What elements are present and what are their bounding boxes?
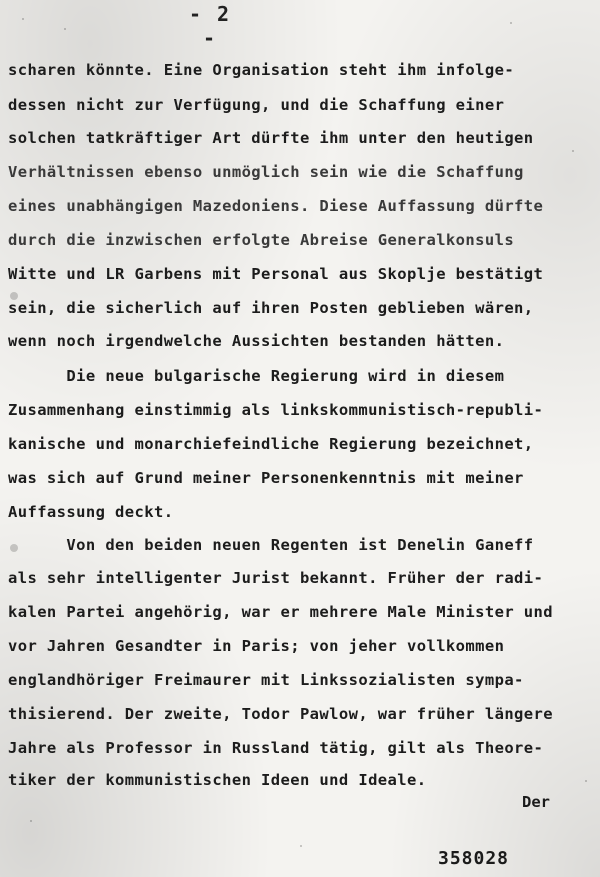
text-line: Jahre als Professor in Russland tätig, gilt als Theore- <box>8 739 544 757</box>
text-line: scharen könnte. Eine Organisation steht ihm infolge- <box>8 61 515 79</box>
text-line: Verhältnissen ebenso unmöglich sein wie die Schaffung <box>8 163 524 181</box>
text-line: als sehr intelligenter Jurist bekannt. Früher der radi- <box>8 569 544 587</box>
text-line: dessen nicht zur Verfügung, und die Schaffung einer <box>8 96 505 114</box>
text-line: was sich auf Grund meiner Personenkenntnis mit meiner <box>8 469 524 487</box>
text-line: eines unabhängigen Mazedoniens. Diese Auffassung dürfte <box>8 197 544 215</box>
scan-speckle <box>30 820 32 822</box>
text-line: englandhöriger Freimaurer mit Linkssozialisten sympa- <box>8 671 524 689</box>
text-line: kalen Partei angehörig, war er mehrere Male Minister und <box>8 603 553 621</box>
catchword: Der <box>522 793 550 811</box>
text-line: vor Jahren Gesandter in Paris; von jeher vollkommen <box>8 637 505 655</box>
text-line: tiker der kommunistischen Ideen und Ideale. <box>8 771 427 789</box>
scan-speckle <box>22 18 24 20</box>
text-line: Auffassung deckt. <box>8 503 174 521</box>
text-line: kanische und monarchiefeindliche Regierung bezeichnet, <box>8 435 534 453</box>
text-line: durch die inzwischen erfolgte Abreise Generalkonsuls <box>8 231 515 249</box>
scan-speckle <box>510 22 512 24</box>
text-line: sein, die sicherlich auf ihren Posten geblieben wären, <box>8 299 534 317</box>
text-line: Witte und LR Garbens mit Personal aus Skoplje bestätigt <box>8 265 544 283</box>
text-line: solchen tatkräftiger Art dürfte ihm unter den heutigen <box>8 129 534 147</box>
punch-hole-mark <box>10 292 18 300</box>
scan-speckle <box>64 28 66 30</box>
text-line: Von den beiden neuen Regenten ist Denelin Ganeff <box>8 536 534 554</box>
scan-speckle <box>300 845 302 847</box>
text-line: thisierend. Der zweite, Todor Pawlow, war früher längere <box>8 705 553 723</box>
page-number: - 2 - <box>188 2 232 50</box>
text-line: Zusammenhang einstimmig als linkskommunistisch-republi- <box>8 401 544 419</box>
text-line: Die neue bulgarische Regierung wird in diesem <box>8 367 505 385</box>
text-line: wenn noch irgendwelche Aussichten bestanden hätten. <box>8 332 505 350</box>
document-number: 358028 <box>438 848 510 869</box>
scan-speckle <box>585 780 587 782</box>
scan-speckle <box>572 150 574 152</box>
punch-hole-mark <box>10 544 18 552</box>
